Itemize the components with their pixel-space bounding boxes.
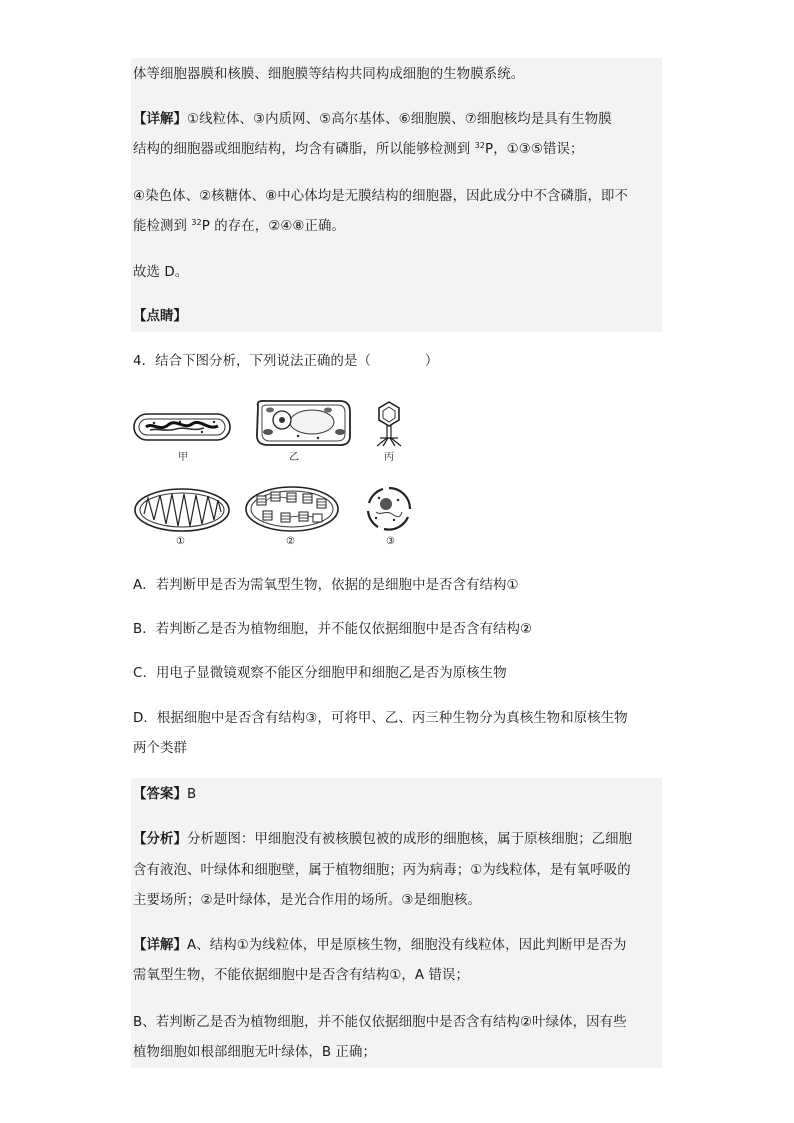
option-a: A．若判断甲是否为需氧型生物，依据的是细胞中是否含有结构① (133, 578, 519, 593)
option-d: D．根据细胞中是否含有结构③，可将甲、乙、丙三种生物分为真核生物和原核生物 (133, 711, 628, 726)
detail-line (133, 937, 627, 955)
analysis-label: 【分析】 (133, 832, 187, 847)
detail-text: ①线粒体、③内质网、⑤高尔基体、⑥细胞膜、⑦细胞核均是具有生物膜 (186, 112, 612, 127)
detail-line (133, 111, 612, 129)
plant-cell-figure (252, 398, 354, 448)
figure-label-jia: 甲 (178, 452, 188, 463)
figure-label-yi: 乙 (289, 452, 299, 463)
isotope-superscript: 32 (474, 141, 486, 150)
figure-label-2: ② (286, 536, 295, 547)
answer-value: B (186, 787, 197, 802)
detail-text: P 的存在，②④⑧正确。 (201, 219, 345, 234)
answer-label: 【答案】 (133, 787, 187, 802)
figure-label-bing: 丙 (384, 452, 394, 463)
detail-text: A、结构①为线粒体，甲是原核生物，细胞没有线粒体，因此判断甲是否为 (186, 938, 627, 953)
highlight-label: 【点睛】 (133, 309, 187, 324)
analysis-line (133, 831, 632, 849)
virus-figure (368, 400, 410, 448)
option-c: C．用电子显微镜观察不能区分细胞甲和细胞乙是否为原核生物 (133, 666, 507, 681)
detail-label: 【详解】 (133, 938, 187, 953)
analysis-line: 主要场所；②是叶绿体，是光合作用的场所。③是细胞核。 (133, 893, 481, 908)
chloroplast-figure (243, 484, 341, 534)
detail-text: 能检测到 (133, 219, 192, 234)
question-stem: 4．结合下图分析，下列说法正确的是（ ） (133, 354, 439, 369)
answer-line (133, 786, 196, 804)
option-b: B．若判断乙是否为植物细胞，并不能仅依据细胞中是否含有结构② (133, 622, 533, 637)
detail-line: 植物细胞如根部细胞无叶绿体，B 正确； (133, 1045, 376, 1060)
analysis-text: 分析题图：甲细胞没有被核膜包被的成形的细胞核，属于原核细胞；乙细胞 (186, 832, 633, 847)
detail-line: B、若判断乙是否为植物细胞，并不能仅依据细胞中是否含有结构②叶绿体，因有些 (133, 1015, 627, 1030)
analysis-line: 含有液泡、叶绿体和细胞壁，属于植物细胞；丙为病毒；①为线粒体，是有氧呼吸的 (133, 863, 631, 878)
nucleus-figure (364, 484, 414, 534)
detail-text: P，①③⑤错误； (485, 142, 584, 157)
detail-line: 需氧型生物，不能依据细胞中是否含有结构①，A 错误； (133, 968, 470, 983)
conclusion: 故选 D。 (133, 265, 189, 280)
detail-line: ④染色体、②核糖体、⑧中心体均是无膜结构的细胞器，因此成分中不含磷脂，即不 (133, 189, 628, 204)
detail-text: 结构的细胞器或细胞结构，均含有磷脂，所以能够检测到 (133, 142, 475, 157)
detail-line (133, 141, 583, 159)
figure-label-1: ① (176, 536, 185, 547)
text-line: 体等细胞器膜和核膜、细胞膜等结构共同构成细胞的生物膜系统。 (133, 67, 525, 82)
figure-label-3: ③ (386, 536, 395, 547)
prokaryote-cell-figure (132, 410, 232, 444)
detail-label: 【详解】 (133, 112, 187, 127)
option-d-continued: 两个类群 (133, 741, 187, 756)
isotope-superscript: 32 (191, 218, 202, 227)
detail-line (133, 218, 345, 236)
mitochondrion-figure (132, 486, 232, 534)
